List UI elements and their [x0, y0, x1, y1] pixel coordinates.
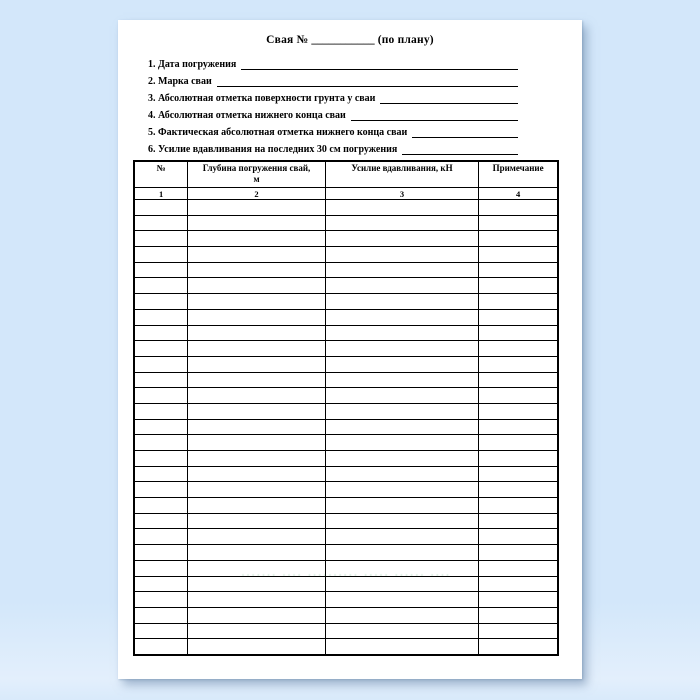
table-row	[134, 513, 558, 529]
table-cell	[479, 592, 558, 608]
table-cell	[479, 294, 558, 310]
table-cell	[325, 388, 478, 404]
table-cell	[479, 639, 558, 655]
table-cell	[325, 592, 478, 608]
table-cell	[134, 372, 188, 388]
table-cell	[188, 451, 325, 467]
table-cell	[479, 451, 558, 467]
table-body	[134, 188, 558, 655]
table-cell	[325, 435, 478, 451]
table-cell	[325, 419, 478, 435]
form-field-row	[148, 87, 518, 104]
document-page	[118, 20, 582, 679]
table-cell	[325, 529, 478, 545]
table-cell	[188, 200, 325, 216]
table-cell	[188, 388, 325, 404]
table-cell	[134, 262, 188, 278]
table-cell	[325, 451, 478, 467]
table-cell	[134, 529, 188, 545]
table-header-row	[134, 161, 558, 188]
form-field-row	[148, 121, 518, 138]
measurements-table	[133, 160, 559, 656]
column-number-row	[134, 188, 558, 200]
table-cell	[325, 231, 478, 247]
table-row	[134, 341, 558, 357]
table-cell	[479, 513, 558, 529]
table-cell	[134, 309, 188, 325]
table-cell	[325, 607, 478, 623]
table-cell	[188, 356, 325, 372]
table-cell	[134, 294, 188, 310]
table-cell	[479, 215, 558, 231]
table-cell	[188, 262, 325, 278]
field-label: 3. Абсолютная отметка поверхности грунта у сваи	[148, 93, 376, 104]
form-title-suffix: (по плану)	[377, 34, 434, 46]
table-cell	[188, 466, 325, 482]
field-label: 1. Дата погружения	[148, 59, 237, 70]
table-cell	[479, 466, 558, 482]
table-cell	[134, 356, 188, 372]
table-cell	[325, 466, 478, 482]
pile-number-blank: ___________	[311, 34, 375, 46]
table-cell	[188, 341, 325, 357]
table-cell	[479, 498, 558, 514]
column-number-cell: 2	[188, 188, 325, 200]
table-cell	[325, 294, 478, 310]
table-cell	[325, 513, 478, 529]
table-cell	[479, 309, 558, 325]
table-cell	[188, 325, 325, 341]
table-cell	[134, 341, 188, 357]
table-cell	[134, 466, 188, 482]
table-cell	[479, 262, 558, 278]
table-row	[134, 607, 558, 623]
table-cell	[325, 341, 478, 357]
table-row	[134, 639, 558, 655]
field-underline	[380, 101, 518, 104]
table-cell	[479, 388, 558, 404]
table-row	[134, 545, 558, 561]
table-cell	[134, 592, 188, 608]
table-cell	[479, 356, 558, 372]
table-cell	[188, 498, 325, 514]
table-cell	[134, 419, 188, 435]
table-cell	[134, 388, 188, 404]
table-cell	[325, 498, 478, 514]
table-row	[134, 482, 558, 498]
table-cell	[479, 231, 558, 247]
table-cell	[188, 403, 325, 419]
table-header-cell: Глубина погружения свай, м	[188, 161, 325, 188]
form-field-row	[148, 70, 518, 87]
table-row	[134, 388, 558, 404]
table-cell	[479, 278, 558, 294]
field-label: 2. Марка сваи	[148, 76, 212, 87]
field-underline	[217, 84, 518, 87]
table-cell	[188, 607, 325, 623]
table-cell	[188, 435, 325, 451]
table-cell	[134, 607, 188, 623]
table-row	[134, 498, 558, 514]
table-row	[134, 419, 558, 435]
table-cell	[479, 403, 558, 419]
table-cell	[134, 498, 188, 514]
table-cell	[188, 215, 325, 231]
table-row	[134, 466, 558, 482]
table-cell	[188, 545, 325, 561]
table-row	[134, 435, 558, 451]
field-underline	[402, 152, 518, 155]
table-row	[134, 529, 558, 545]
table-row	[134, 247, 558, 263]
table-cell	[479, 200, 558, 216]
form-field-row	[148, 53, 518, 70]
table-row	[134, 309, 558, 325]
table-cell	[479, 341, 558, 357]
table-cell	[134, 513, 188, 529]
table-row	[134, 372, 558, 388]
table-cell	[325, 309, 478, 325]
table-cell	[325, 403, 478, 419]
form-field-row	[148, 138, 518, 155]
table-row	[134, 294, 558, 310]
table-cell	[134, 576, 188, 592]
table-cell	[134, 200, 188, 216]
table-cell	[479, 607, 558, 623]
table-cell	[479, 560, 558, 576]
table-head	[134, 161, 558, 188]
table-cell	[325, 356, 478, 372]
table-row	[134, 623, 558, 639]
table-header-cell: Усилие вдавливания, кН	[325, 161, 478, 188]
table-row	[134, 403, 558, 419]
table-cell	[325, 576, 478, 592]
table-cell	[134, 560, 188, 576]
table-cell	[325, 200, 478, 216]
table-row	[134, 215, 558, 231]
field-label: 6. Усилие вдавливания на последних 30 см погружения	[148, 144, 398, 155]
table-cell	[188, 529, 325, 545]
field-label: 5. Фактическая абсолютная отметка нижнего конца сваи	[148, 127, 408, 138]
watermark-text: ······· ···· ·········· ····· ······ ····	[241, 572, 451, 579]
table-row	[134, 278, 558, 294]
table-row	[134, 356, 558, 372]
table-cell	[188, 560, 325, 576]
table-row	[134, 231, 558, 247]
table-cell	[479, 247, 558, 263]
form-title-prefix: Свая №	[266, 34, 309, 46]
table-cell	[325, 325, 478, 341]
table-row	[134, 262, 558, 278]
table-cell	[134, 403, 188, 419]
table-row	[134, 576, 558, 592]
column-number-cell: 4	[479, 188, 558, 200]
field-underline	[351, 118, 518, 121]
table-cell	[188, 231, 325, 247]
table-cell	[325, 623, 478, 639]
table-cell	[479, 482, 558, 498]
table-cell	[325, 215, 478, 231]
table-cell	[325, 372, 478, 388]
table-cell	[479, 545, 558, 561]
table-cell	[188, 576, 325, 592]
table-cell	[134, 482, 188, 498]
table-row	[134, 325, 558, 341]
table-cell	[188, 639, 325, 655]
table-cell	[479, 419, 558, 435]
table-cell	[479, 435, 558, 451]
table-cell	[188, 247, 325, 263]
table-cell	[188, 294, 325, 310]
form-field-row	[148, 104, 518, 121]
table-cell	[479, 576, 558, 592]
table-cell	[325, 545, 478, 561]
table-cell	[325, 560, 478, 576]
table-row	[134, 592, 558, 608]
table-cell	[188, 592, 325, 608]
table-cell	[479, 623, 558, 639]
form-fields	[148, 53, 518, 155]
table-cell	[325, 247, 478, 263]
table-cell	[188, 372, 325, 388]
table-cell	[134, 639, 188, 655]
table-cell	[134, 435, 188, 451]
field-underline	[241, 67, 518, 70]
field-label: 4. Абсолютная отметка нижнего конца сваи	[148, 110, 346, 121]
table-header-cell: №	[134, 161, 188, 188]
column-number-cell: 1	[134, 188, 188, 200]
table-cell	[134, 623, 188, 639]
column-number-cell: 3	[325, 188, 478, 200]
table-cell	[325, 262, 478, 278]
table-cell	[188, 513, 325, 529]
table-header-cell: Примечание	[479, 161, 558, 188]
table-row	[134, 560, 558, 576]
table-row	[134, 451, 558, 467]
table-cell	[325, 278, 478, 294]
field-underline	[412, 135, 518, 138]
table-cell	[479, 529, 558, 545]
table-cell	[134, 247, 188, 263]
table-cell	[325, 639, 478, 655]
form-title	[118, 34, 582, 46]
table-cell	[134, 215, 188, 231]
table-cell	[188, 482, 325, 498]
table-cell	[325, 482, 478, 498]
table-cell	[188, 278, 325, 294]
table-cell	[134, 278, 188, 294]
table-cell	[134, 231, 188, 247]
table-cell	[134, 545, 188, 561]
table-cell	[188, 419, 325, 435]
table-cell	[134, 325, 188, 341]
table-cell	[188, 309, 325, 325]
table-cell	[479, 325, 558, 341]
table-cell	[134, 451, 188, 467]
table-cell	[188, 623, 325, 639]
table-row	[134, 200, 558, 216]
table-cell	[479, 372, 558, 388]
